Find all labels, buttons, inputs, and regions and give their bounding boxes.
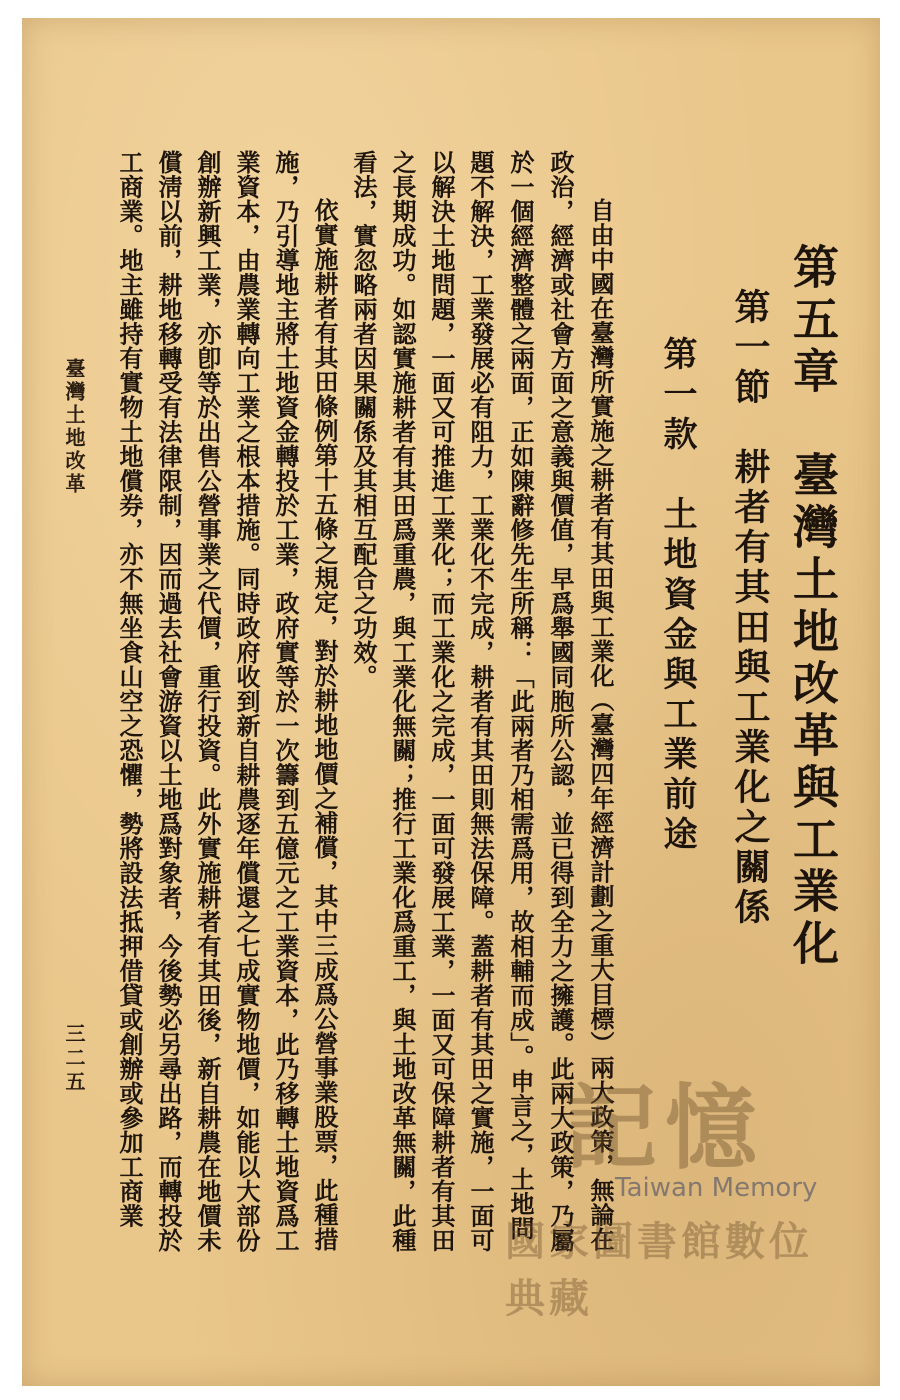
paragraph-line: 工商業。地主雖持有實物土地償券，亦不無坐食山空之恐懼，勢將設法抵押借貸或創辦或參加工商業 [115,150,144,1228]
paragraph-line: 依實施耕者有其田條例第十五條之規定，對於耕地地價之補償，其中三成爲公營事業股票，此種措 [310,198,339,1252]
page-number: 三二五 [62,1023,86,1095]
paragraph-line: 創辦新興工業，亦卽等於出售公營事業之代價，重行投資。此外實施耕者有其田後，新自耕農在地價未 [193,150,222,1253]
paragraph-line: 償淸以前，耕地移轉受有法律限制，因而過去社會游資以土地爲對象者，今後勢必另尋出路，而轉投於 [154,150,183,1253]
paragraph-line: 業資本，由農業轉向工業之根本措施。同時政府收到新自耕農逐年償還之七成實物地價，如能以大部份 [232,150,261,1253]
paragraph-line: 政治，經濟或社會方面之意義與價值，早爲舉國同胞所公認，並已得到全力之擁護。此兩大政策，乃屬 [546,150,575,1253]
paragraph-line: 題不解決，工業發展必有阻力，工業化不完成，耕者有其田則無法保障。蓋耕者有其田之實施，一面可 [466,150,495,1253]
book-page [22,18,880,1386]
paragraph-line: 施，乃引導地主將土地資金轉投於工業，政府實等於一次籌到五億元之工業資本，此乃移轉土地資爲工 [271,150,300,1253]
paragraph-line: 自由中國在臺灣所實施之耕者有其田與工業化（臺灣四年經濟計劃之重大目標）兩大政策，無論在 [586,198,615,1252]
paragraph-line: 看法，實忽略兩者因果關係及其相互配合之功效。 [349,150,378,689]
chapter-title: 第五章 臺灣土地改革與工業化 [786,243,840,971]
section-title: 第一節 耕者有其田與工業化之關係 [729,288,771,928]
watermark-chinese: 國家圖書館數位典藏 [505,1218,813,1322]
footer-book-title: 臺灣土地改革 [62,358,86,496]
watermark-chars: 記憶 [565,1074,766,1182]
subsection-title: 第一款 土地資金與工業前途 [657,336,697,856]
watermark-english: Taiwan Memory [615,1173,818,1203]
paragraph-line: 之長期成功。如認實施耕者有其田爲重農，與工業化無關；推行工業化爲重工，與土地改革無關，此種 [388,150,417,1253]
paragraph-line: 以解決土地問題，一面又可推進工業化；而工業化之完成，一面可發展工業，一面又可保障耕者有其田 [427,150,456,1253]
paragraph-line: 於一個經濟整體之兩面，正如陳辭修先生所稱：「此兩者乃相需爲用，故相輔而成」。申言之，土地問 [506,150,535,1241]
